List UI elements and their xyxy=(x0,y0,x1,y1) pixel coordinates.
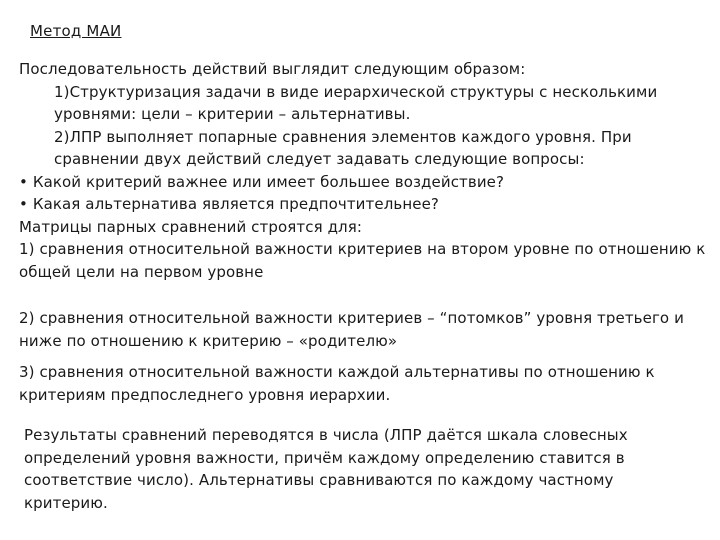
question-1-text: • Какой критерий важнее или имеет большее воздействие? xyxy=(19,172,505,191)
page-title: Метод МАИ xyxy=(30,22,122,40)
step-1-text: 1)Структуризация задачи в виде иерархической структуры с несколькими уровнями: цели – критерии – альтернативы. xyxy=(54,82,658,123)
item-2-text: 2) сравнения относительной важности критериев – “потомков” уровня третьего и ниже по отношению к критерию – «родителю» xyxy=(19,309,684,350)
step-2-text: 2)ЛПР выполняет попарные сравнения элементов каждого уровня. При сравнении двух действий следует задавать следующие вопросы: xyxy=(54,127,632,168)
item-3-block xyxy=(19,361,709,406)
results-block xyxy=(24,424,674,514)
intro-text: Последовательность действий выглядит следующим образом: xyxy=(19,60,526,78)
question-2-text: • Какая альтернатива является предпочтительнее? xyxy=(19,195,439,213)
results-text: Результаты сравнений переводятся в числа (ЛПР даётся шкала словесных определений уровня важности, причём каждому определению ставится в соответствие число). Альтернативы сравниваются по каждому частному критерию. xyxy=(24,426,628,512)
item-3-text: 3) сравнения относительной важности каждой альтернативы по отношению к критериям предпоследнего уровня иерархии. xyxy=(19,363,655,404)
steps-block xyxy=(19,58,709,283)
item-1-text: 1) сравнения относительной важности критериев на втором уровне по отношению к общей цели на первом уровне xyxy=(19,240,706,281)
matrices-intro-text: Матрицы парных сравнений строятся для: xyxy=(19,217,363,236)
item-2-block xyxy=(19,307,709,352)
